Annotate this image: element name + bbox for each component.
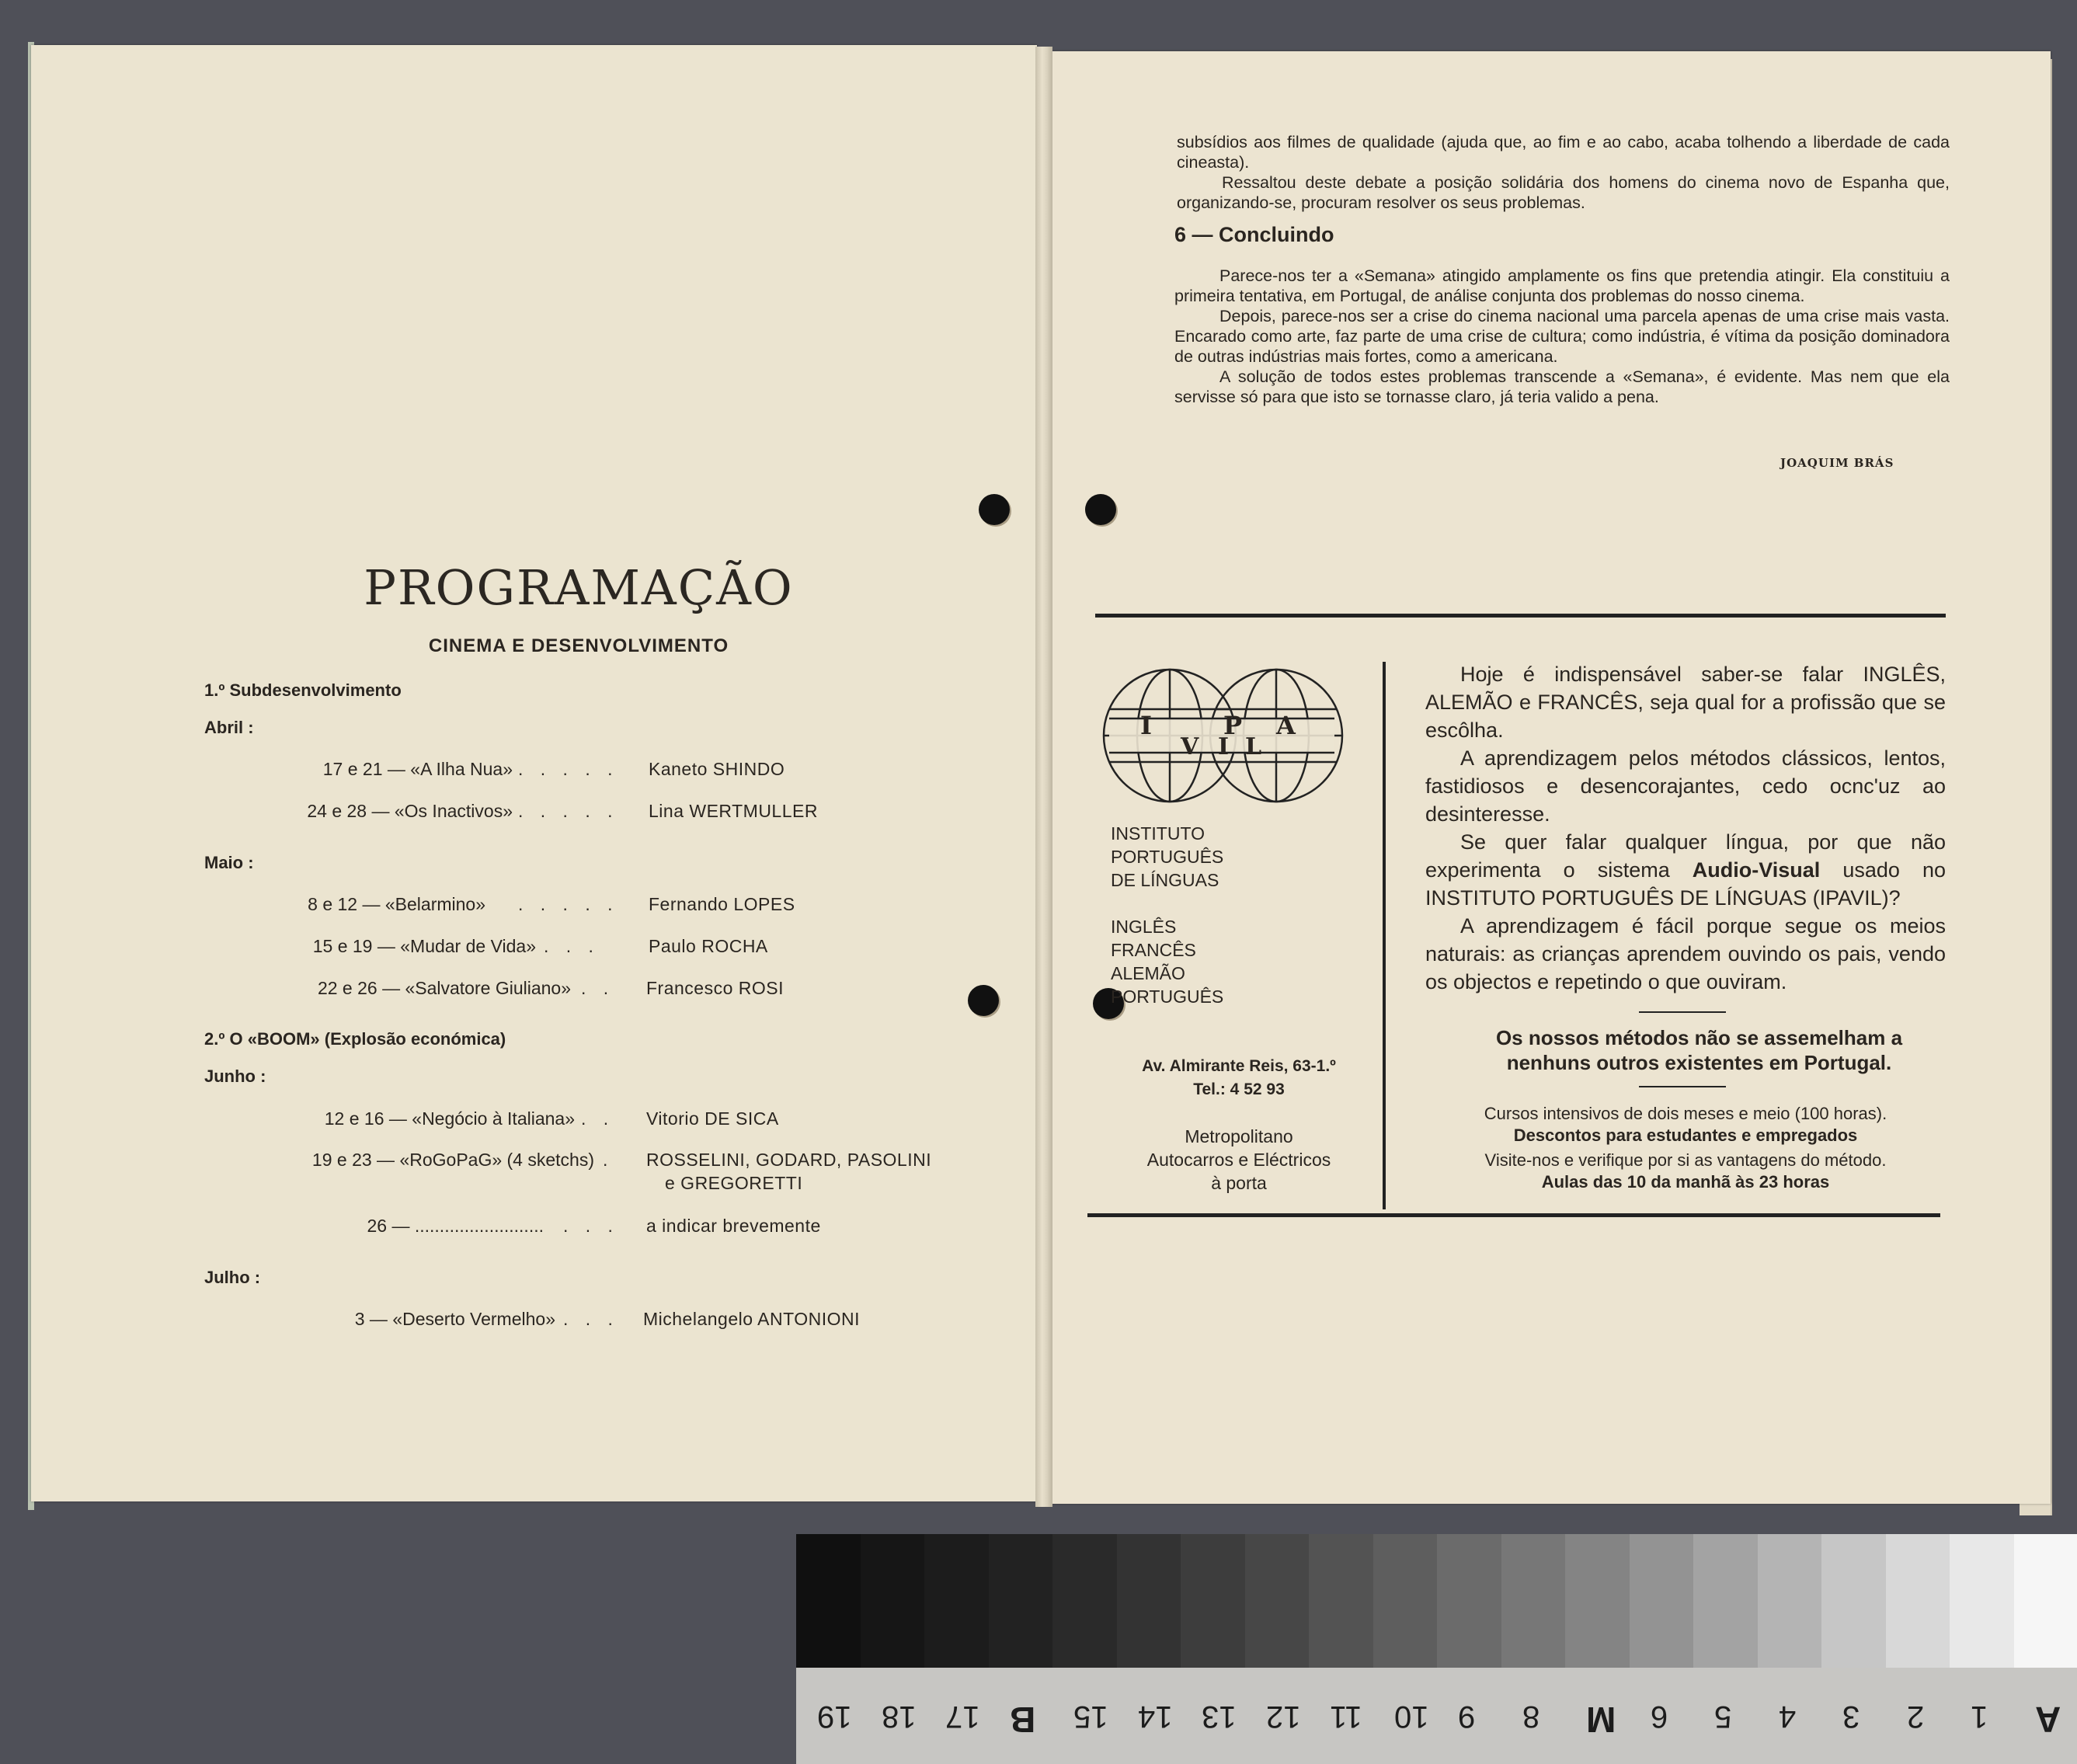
month-label: Junho : <box>204 1066 266 1086</box>
scale-label: 1 <box>1971 1700 1988 1734</box>
page-subtitle: CINEMA E DESENVOLVIMENTO <box>428 635 729 656</box>
transport-info: Metropolitano Autocarros e Eléctricos à porta <box>1146 1126 1331 1193</box>
logo-letter: A <box>1276 711 1296 740</box>
punch-hole <box>968 985 999 1016</box>
gray-patch <box>1181 1534 1245 1668</box>
ad-bottom-rule <box>1087 1213 1940 1217</box>
scale-label: 5 <box>1714 1700 1732 1734</box>
scale-label: 3 <box>1842 1700 1860 1734</box>
gray-patch <box>1630 1534 1694 1668</box>
punch-hole <box>979 494 1010 525</box>
scale-label: M <box>1586 1700 1616 1740</box>
gray-patch <box>1373 1534 1438 1668</box>
film-director: Kaneto SHINDO <box>649 759 785 779</box>
leader-dots: . . . . . <box>518 759 619 779</box>
gray-patch <box>1565 1534 1630 1668</box>
leader-dots: . . . . . <box>518 801 619 821</box>
film-director: Paulo ROCHA <box>649 936 768 956</box>
gray-patch <box>1501 1534 1566 1668</box>
scale-label: A <box>2034 1700 2061 1740</box>
institute-address: Av. Almirante Reis, 63-1.º Tel.: 4 52 93 <box>1142 1057 1336 1098</box>
scale-labels <box>796 1668 2077 1764</box>
leader-dots: . . <box>581 1108 615 1129</box>
gray-patch <box>1758 1534 1822 1668</box>
scale-label: 15 <box>1073 1700 1108 1734</box>
page-title: PROGRAMAÇÃO <box>364 559 794 616</box>
scale-label: 11 <box>1330 1700 1362 1734</box>
logo-letter: I <box>1218 733 1230 760</box>
paragraph: subsídios aos filmes de qualidade (ajuda que, ao fim e ao cabo, acaba tolhendo a liberdade de cada cineasta). <box>1177 133 1950 172</box>
film-director: e GREGORETTI <box>665 1173 803 1193</box>
paragraph: A aprendizagem pelos métodos clássicos, lentos, fastidiosos e desencorajantes, cedo ocnc'uz ao desinteresse. <box>1425 746 1946 826</box>
section-heading: 2.º O «BOOM» (Explosão económica) <box>204 1029 506 1049</box>
gray-patch <box>1052 1534 1117 1668</box>
paragraph: Ressaltou deste debate a posição solidária dos homens do cinema novo de Espanha que, organizando-se, procuram resolver os seus problemas. <box>1177 173 1950 212</box>
film-director: Francesco ROSI <box>646 978 784 998</box>
institute-name: INSTITUTO PORTUGUÊS DE LÍNGUAS <box>1111 823 1224 890</box>
article-text <box>1174 266 1950 407</box>
film-director: Lina WERTMULLER <box>649 801 818 821</box>
leader-dots: . . . <box>563 1309 619 1329</box>
gray-patch <box>861 1534 925 1668</box>
gray-patch <box>924 1534 989 1668</box>
scale-label: 19 <box>817 1700 852 1734</box>
paragraph: A solução de todos estes problemas transcende a «Semana», é evidente. Mas nem que ela servisse só para que isto se tornasse claro, já teria valido a pena. <box>1174 367 1950 406</box>
ad-short-rule <box>1639 1011 1726 1013</box>
leader-dots: . . <box>581 978 615 998</box>
author-signature: JOAQUIM BRÁS <box>1780 456 1894 470</box>
month-label: Abril : <box>204 718 254 737</box>
ad-bold-statement: Os nossos métodos não se assemelham a nenhuns outros existentes em Portugal. <box>1495 1026 1903 1074</box>
languages-list: INGLÊS FRANCÊS ALEMÃO PORTUGUÊS <box>1111 917 1224 1007</box>
section-heading: 1.º Subdesenvolvimento <box>204 680 402 700</box>
leader-dots: . . . <box>544 936 600 956</box>
section-heading: 6 — Concluindo <box>1174 223 1334 246</box>
color-calibration-card <box>796 1534 2077 1764</box>
gray-patch <box>989 1534 1053 1668</box>
scale-label: 9 <box>1458 1700 1476 1734</box>
logo-letter: V <box>1181 733 1199 760</box>
scale-label: 2 <box>1906 1700 1924 1734</box>
article-text <box>1177 132 1950 213</box>
month-label: Maio : <box>204 853 254 872</box>
film-director: a indicar brevemente <box>646 1216 821 1236</box>
scale-label: 10 <box>1393 1700 1429 1734</box>
punch-hole <box>1085 494 1116 525</box>
film-director: Fernando LOPES <box>649 894 795 914</box>
gray-patch <box>1693 1534 1758 1668</box>
leader-dots: . . . <box>563 1216 619 1236</box>
scale-label: 6 <box>1650 1700 1668 1734</box>
gray-patch <box>1821 1534 1886 1668</box>
course-info: Cursos intensivos de dois meses e meio (100 horas). Descontos para estudantes e empregados Visite-nos e verifique por si as vantagens do método. Aulas das 10 da manhã às 23 horas <box>1484 1104 1887 1192</box>
scale-label: 13 <box>1202 1700 1237 1734</box>
gray-patch <box>1886 1534 1950 1668</box>
paragraph: Hoje é indispensável saber-se falar INGLÊS, ALEMÃO e FRANCÊS, seja qual for a profissão que se escôlha. <box>1425 663 1946 742</box>
logo-letter: P <box>1223 711 1243 740</box>
month-label: Julho : <box>204 1268 261 1287</box>
scale-label: 14 <box>1137 1700 1173 1734</box>
gray-patch <box>796 1534 861 1668</box>
paragraph: Se quer falar qualquer língua, por que não experimenta o sistema Audio-Visual usado no INSTITUTO PORTUGUÊS DE LÍNGUAS (IPAVIL)? <box>1425 830 1946 910</box>
logo-letter: L <box>1245 733 1262 760</box>
gray-patch <box>1245 1534 1310 1668</box>
film-director: Vitorio DE SICA <box>646 1108 779 1129</box>
leader-dots: . <box>603 1150 614 1170</box>
ad-top-rule <box>1095 614 1946 618</box>
booklet-spine <box>1035 47 1052 1507</box>
scale-label: 8 <box>1522 1700 1539 1734</box>
scale-label: 18 <box>881 1700 917 1734</box>
paragraph: Parece-nos ter a «Semana» atingido amplamente os fins que pretendia atingir. Ela constituiu a primeira tentativa, em Portugal, de análise conjunta dos problemas do nosso cinema. <box>1174 266 1950 305</box>
logo-letter: I <box>1140 711 1152 740</box>
gray-patch <box>1437 1534 1501 1668</box>
scale-label: B <box>1009 1700 1035 1740</box>
ad-divider <box>1383 662 1386 1209</box>
film-director: Michelangelo ANTONIONI <box>643 1309 861 1329</box>
ad-short-rule <box>1639 1086 1726 1087</box>
film-director: ROSSELINI, GODARD, PASOLINI <box>646 1150 932 1170</box>
gray-patch <box>1117 1534 1181 1668</box>
scale-label: 17 <box>945 1700 980 1734</box>
gray-patch <box>1309 1534 1373 1668</box>
ad-body-text <box>1425 660 1946 996</box>
paragraph: A aprendizagem é fácil porque segue os meios naturais: as crianças aprendem ouvindo os pais, vendo os objectos e repetindo o que ouviram. <box>1425 914 1946 993</box>
gray-patch <box>1950 1534 2014 1668</box>
scale-label: 4 <box>1778 1700 1796 1734</box>
scale-label: 12 <box>1265 1700 1301 1734</box>
leader-dots: . . . . . <box>518 894 619 914</box>
grayscale-patches <box>796 1534 2077 1668</box>
paragraph: Depois, parece-nos ser a crise do cinema nacional uma parcela apenas de uma crise mais vasta. Encarado como arte, faz parte de uma crise de cultura; como indústria, é vítima da posição dominadora de outras indústrias mais fortes, como a americana. <box>1174 307 1950 366</box>
gray-patch <box>2014 1534 2077 1668</box>
